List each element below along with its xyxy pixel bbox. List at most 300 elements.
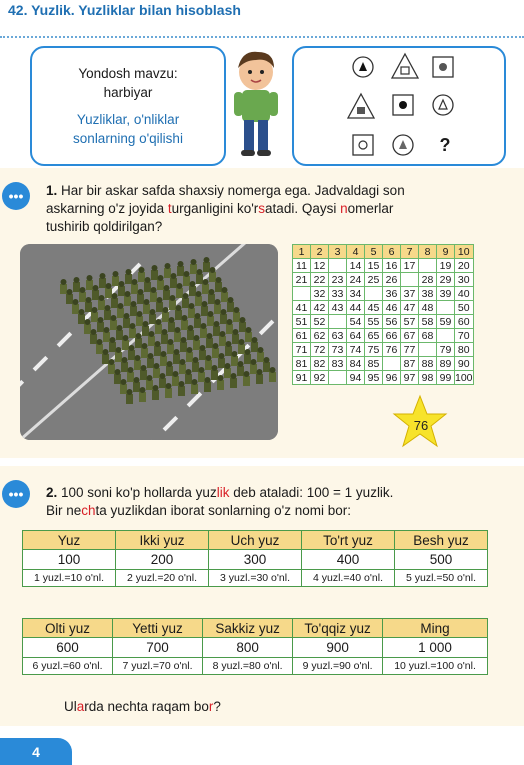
grid-cell-missing	[419, 343, 437, 357]
conversion-note-cell: 8 yuzl.=80 o'nl.	[203, 658, 293, 675]
soldier-figure	[220, 309, 227, 324]
conversion-note-cell: 6 yuzl.=60 o'nl.	[23, 658, 113, 675]
circle-triangle-gray-icon	[392, 134, 414, 156]
hundreds-table-2	[22, 618, 488, 675]
grid-cell: 44	[347, 301, 365, 315]
soldier-figure	[196, 269, 203, 284]
conversion-note-cell: 10 yuzl.=100 o'nl.	[383, 658, 488, 675]
soldier-figure	[188, 303, 195, 318]
soldier-figure	[122, 335, 129, 350]
circle-triangle-icon	[352, 56, 374, 78]
grid-cell: 68	[419, 329, 437, 343]
number-value-cell: 300	[209, 550, 302, 570]
grid-cell: 32	[311, 287, 329, 301]
grid-cell: 62	[311, 329, 329, 343]
soldier-figure	[202, 279, 209, 294]
number-value-cell: 500	[395, 550, 488, 570]
task1-line2a: askarning o'z joyida	[46, 201, 168, 216]
grid-cell: 84	[347, 357, 365, 371]
soldier-figure	[227, 297, 234, 312]
puzzle-question-mark: ?	[439, 134, 451, 155]
grid-cell: 47	[401, 301, 419, 315]
triangle-square-icon	[390, 52, 420, 80]
grid-cell: 15	[365, 259, 383, 273]
page-number: 4	[0, 738, 72, 765]
number-name-cell: Ming	[383, 619, 488, 638]
grid-cell: 76	[383, 343, 401, 357]
grid-row	[293, 357, 474, 371]
grid-cell: 14	[347, 259, 365, 273]
topic-bubble	[30, 46, 226, 166]
grid-cell-missing	[383, 357, 401, 371]
soldier-figure	[212, 343, 219, 358]
grid-cell-missing	[437, 329, 455, 343]
chat-icon: •••	[2, 182, 30, 210]
task1-red-letter: n	[340, 201, 348, 216]
soldier-figure	[125, 269, 132, 284]
question-red-letter: r	[208, 699, 214, 714]
grid-cell: 70	[455, 329, 474, 343]
soldier-figure	[96, 339, 103, 354]
soldier-figure	[84, 319, 91, 334]
grid-cell: 61	[293, 329, 311, 343]
grid-cell: 87	[401, 357, 419, 371]
soldier-figure	[198, 367, 205, 382]
chat-icon: •••	[2, 480, 30, 508]
soldier-figure	[148, 331, 155, 346]
soldier-figure	[140, 365, 147, 380]
grid-cell: 33	[329, 287, 347, 301]
number-name-cell: Besh yuz	[395, 531, 488, 550]
soldier-figure	[206, 333, 213, 348]
conversion-note-cell: 5 yuzl.=50 o'nl.	[395, 570, 488, 587]
grid-cell: 82	[311, 357, 329, 371]
soldier-figure	[200, 323, 207, 338]
grid-cell: 66	[383, 329, 401, 343]
soldier-figure	[173, 349, 180, 364]
grid-cell: 11	[293, 259, 311, 273]
soldier-figure	[103, 327, 110, 342]
soldier-figure	[97, 317, 104, 332]
topic-name: harbiyar	[103, 85, 153, 100]
soldier-figure	[163, 285, 170, 300]
soldier-figure	[251, 337, 258, 352]
soldier-figure	[133, 377, 140, 392]
grid-cell: 19	[437, 259, 455, 273]
soldier-figure	[172, 371, 179, 386]
soldier-figure	[211, 365, 218, 380]
task1-red-letter: t	[167, 201, 172, 216]
star-value: 76	[413, 418, 429, 433]
grid-cell-missing	[329, 371, 347, 385]
soldier-figure	[126, 389, 133, 404]
soldier-figure	[139, 387, 146, 402]
grid-cell-missing	[437, 301, 455, 315]
square-circle-icon	[432, 56, 454, 78]
soldier-figure	[117, 303, 124, 318]
conversion-note-cell: 3 yuzl.=30 o'nl.	[209, 570, 302, 587]
grid-cell: 24	[347, 273, 365, 287]
soldier-figure	[102, 349, 109, 364]
soldier-figure	[178, 381, 185, 396]
grid-cell: 34	[347, 287, 365, 301]
soldier-figure	[137, 289, 144, 304]
soldier-figure	[174, 327, 181, 342]
grid-cell: 42	[311, 301, 329, 315]
table-row	[23, 619, 488, 638]
soldier-figure	[131, 279, 138, 294]
lesson-topic-line2: sonlarning o'qilishi	[73, 131, 183, 146]
grid-cell: 74	[347, 343, 365, 357]
soldier-figure	[99, 273, 106, 288]
soldier-figure	[207, 311, 214, 326]
soldier-figure	[263, 357, 270, 372]
soldier-figure	[110, 315, 117, 330]
soldier-figure	[141, 343, 148, 358]
soldier-figure	[190, 259, 197, 274]
square-dot-icon	[392, 94, 414, 116]
task2-text	[46, 484, 516, 520]
grid-cell: 65	[365, 329, 383, 343]
grid-cell-missing	[293, 287, 311, 301]
soldier-figure	[66, 289, 73, 304]
soldier-figure	[155, 319, 162, 334]
soldier-figure	[193, 335, 200, 350]
grid-cell: 88	[419, 357, 437, 371]
soldier-figure	[86, 275, 93, 290]
soldier-figure	[203, 257, 210, 272]
grid-row	[293, 343, 474, 357]
soldier-figure	[98, 295, 105, 310]
number-name-cell: To'rt yuz	[302, 531, 395, 550]
grid-cell: 67	[401, 329, 419, 343]
soldier-figure	[199, 345, 206, 360]
soldier-figure	[217, 375, 224, 390]
soldier-figure	[90, 329, 97, 344]
soldier-figure	[121, 357, 128, 372]
table-row	[23, 550, 488, 570]
soldier-figure	[154, 341, 161, 356]
number-name-cell: Yuz	[23, 531, 116, 550]
number-value-cell: 600	[23, 638, 113, 658]
soldier-figure	[72, 299, 79, 314]
soldier-figure	[244, 349, 251, 364]
grid-cell: 8	[419, 245, 437, 259]
grid-row	[293, 371, 474, 385]
soldier-figure	[138, 267, 145, 282]
grid-cell: 12	[311, 259, 329, 273]
grid-cell: 5	[365, 245, 383, 259]
topic-label: Yondosh mavzu:	[78, 66, 178, 81]
grid-cell: 60	[455, 315, 474, 329]
soldier-figure	[194, 313, 201, 328]
soldier-figure	[85, 297, 92, 312]
soldier-figure	[189, 281, 196, 296]
soldier-figure	[169, 295, 176, 310]
grid-cell: 41	[293, 301, 311, 315]
soldier-figure	[181, 315, 188, 330]
soldier-figure	[219, 331, 226, 346]
grid-cell: 36	[383, 287, 401, 301]
grid-cell: 25	[365, 273, 383, 287]
soldier-figure	[120, 379, 127, 394]
final-question	[64, 698, 221, 716]
grid-cell: 38	[419, 287, 437, 301]
triangle-square-filled-icon	[346, 92, 376, 120]
grid-cell: 92	[311, 371, 329, 385]
table-row	[23, 531, 488, 550]
grid-row	[293, 287, 474, 301]
soldier-figure	[269, 367, 276, 382]
number-value-cell: 200	[116, 550, 209, 570]
grid-row	[293, 273, 474, 287]
soldier-figure	[105, 283, 112, 298]
question-part: rda nechta raqam bo	[84, 699, 209, 714]
grid-cell: 9	[437, 245, 455, 259]
grid-cell-missing	[365, 287, 383, 301]
grid-cell: 29	[437, 273, 455, 287]
soldier-figure	[143, 299, 150, 314]
hundreds-table-1	[22, 530, 488, 587]
task1-line2c: atadi. Qaysi	[265, 201, 341, 216]
grid-cell: 21	[293, 273, 311, 287]
soldier-figure	[214, 299, 221, 314]
grid-cell: 48	[419, 301, 437, 315]
soldier-figure	[146, 375, 153, 390]
grid-cell: 75	[365, 343, 383, 357]
grid-cell: 26	[383, 273, 401, 287]
grid-cell: 90	[455, 357, 474, 371]
soldier-figure	[176, 283, 183, 298]
soldier-figure	[165, 383, 172, 398]
grid-cell: 6	[383, 245, 401, 259]
soldier-figure	[225, 341, 232, 356]
grid-cell: 99	[437, 371, 455, 385]
soldier-figure	[218, 353, 225, 368]
soldier-figure	[256, 369, 263, 384]
grid-cell: 40	[455, 287, 474, 301]
soldier-figure	[150, 287, 157, 302]
grid-cell: 39	[437, 287, 455, 301]
soldier-figure	[157, 275, 164, 290]
grid-cell: 51	[293, 315, 311, 329]
soldier-figure	[231, 351, 238, 366]
task1-line3: tushirib qoldirilgan?	[46, 219, 163, 234]
grid-cell: 94	[347, 371, 365, 385]
soldier-figure	[186, 347, 193, 362]
soldier-figure	[195, 291, 202, 306]
grid-cell: 30	[455, 273, 474, 287]
soldier-figure	[136, 311, 143, 326]
soldier-figure	[164, 263, 171, 278]
table-row	[23, 638, 488, 658]
grid-cell: 77	[401, 343, 419, 357]
grid-cell: 10	[455, 245, 474, 259]
soldier-figure	[60, 279, 67, 294]
soldier-figure	[123, 313, 130, 328]
grid-cell-missing	[329, 259, 347, 273]
soldier-figure	[109, 337, 116, 352]
soldier-figure	[118, 281, 125, 296]
number-name-cell: Ikki yuz	[116, 531, 209, 550]
soldier-figure	[179, 359, 186, 374]
question-red-letter: a	[76, 699, 85, 714]
grid-cell: 7	[401, 245, 419, 259]
grid-cell: 91	[293, 371, 311, 385]
soldier-figure	[134, 355, 141, 370]
number-name-cell: Olti yuz	[23, 619, 113, 638]
grid-cell: 52	[311, 315, 329, 329]
task1-text	[46, 182, 516, 236]
grid-row	[293, 301, 474, 315]
grid-cell: 72	[311, 343, 329, 357]
soldier-figure	[175, 305, 182, 320]
task2-number: 2.	[46, 485, 58, 500]
soldier-figure	[114, 369, 121, 384]
soldier-figure	[170, 273, 177, 288]
soldier-figure	[111, 293, 118, 308]
square-circle-outline-icon	[352, 134, 374, 156]
soldier-figure	[160, 351, 167, 366]
task1-line2b: urganligini ko'r	[171, 201, 259, 216]
conversion-note-cell: 4 yuzl.=40 o'nl.	[302, 570, 395, 587]
task2-red-text: ch	[81, 503, 96, 518]
task1-number: 1.	[46, 183, 58, 198]
soldier-figure	[161, 329, 168, 344]
soldier-figure	[182, 293, 189, 308]
soldier-figure	[226, 319, 233, 334]
task2-line1a: 100 soni ko'p hollarda yuz	[57, 485, 217, 500]
grid-cell: 28	[419, 273, 437, 287]
grid-cell: 22	[311, 273, 329, 287]
grid-cell: 56	[383, 315, 401, 329]
soldier-figure	[124, 291, 131, 306]
soldier-figure	[128, 345, 135, 360]
grid-cell: 85	[365, 357, 383, 371]
soldier-figure	[204, 377, 211, 392]
shape-puzzle	[292, 46, 506, 166]
number-name-cell: Yetti yuz	[113, 619, 203, 638]
soldier-figure	[168, 317, 175, 332]
grid-cell: 54	[347, 315, 365, 329]
soldier-figure	[153, 363, 160, 378]
soldier-figure	[79, 287, 86, 302]
table-row	[23, 658, 488, 675]
soldier-figure	[104, 305, 111, 320]
soldier-figure	[92, 285, 99, 300]
number-value-cell: 1 000	[383, 638, 488, 658]
page-title: 42. Yuzlik. Yuzliklar bilan hisoblash	[8, 2, 241, 18]
task2-line1b: deb ataladi: 100 = 1 yuzlik.	[229, 485, 394, 500]
grid-cell: 16	[383, 259, 401, 273]
conversion-note-cell: 1 yuzl.=10 o'nl.	[23, 570, 116, 587]
soldier-figure	[187, 325, 194, 340]
number-value-cell: 400	[302, 550, 395, 570]
number-name-cell: To'qqiz yuz	[293, 619, 383, 638]
soldier-figure	[208, 289, 215, 304]
grid-cell: 79	[437, 343, 455, 357]
grid-cell: 89	[437, 357, 455, 371]
soldier-figure	[232, 329, 239, 344]
grid-cell: 57	[401, 315, 419, 329]
grid-cell: 59	[437, 315, 455, 329]
grid-cell: 97	[401, 371, 419, 385]
grid-cell: 58	[419, 315, 437, 329]
question-part: Ul	[64, 699, 77, 714]
grid-cell: 80	[455, 343, 474, 357]
number-value-cell: 700	[113, 638, 203, 658]
soldier-figure	[213, 321, 220, 336]
soldier-figure	[192, 357, 199, 372]
soldier-figure	[205, 355, 212, 370]
soldier-figure	[112, 271, 119, 286]
conversion-note-cell: 9 yuzl.=90 o'nl.	[293, 658, 383, 675]
grid-row	[293, 245, 474, 259]
soldier-figure	[108, 359, 115, 374]
conversion-note-cell: 7 yuzl.=70 o'nl.	[113, 658, 203, 675]
grid-cell: 50	[455, 301, 474, 315]
circle-triangle-outline-icon	[432, 94, 454, 116]
soldier-figure	[209, 267, 216, 282]
star-badge	[392, 394, 448, 450]
grid-cell: 4	[347, 245, 365, 259]
number-name-cell: Sakkiz yuz	[203, 619, 293, 638]
soldier-figure	[245, 327, 252, 342]
grid-cell: 20	[455, 259, 474, 273]
grid-cell: 37	[401, 287, 419, 301]
soldier-figure	[201, 301, 208, 316]
soldiers-photo	[20, 244, 278, 440]
lesson-topic-line1: Yuzliklar, o'nliklar	[76, 112, 180, 127]
soldier-figure	[243, 371, 250, 386]
grid-cell: 46	[383, 301, 401, 315]
grid-cell: 55	[365, 315, 383, 329]
task2-red-text: lik	[216, 485, 230, 500]
soldier-figure	[142, 321, 149, 336]
soldier-figure	[191, 379, 198, 394]
soldier-figure	[149, 309, 156, 324]
grid-row	[293, 315, 474, 329]
soldier-figure	[151, 265, 158, 280]
soldier-figure	[127, 367, 134, 382]
soldier-figure	[129, 323, 136, 338]
soldier-figure	[221, 287, 228, 302]
grid-cell: 98	[419, 371, 437, 385]
grid-cell: 83	[329, 357, 347, 371]
boy-illustration	[228, 48, 284, 160]
soldier-figure	[224, 363, 231, 378]
task2-line2a: Bir ne	[46, 503, 82, 518]
grid-cell: 95	[365, 371, 383, 385]
number-value-cell: 900	[293, 638, 383, 658]
grid-cell: 1	[293, 245, 311, 259]
soldier-figure	[177, 261, 184, 276]
task1-line2d: omerlar	[347, 201, 394, 216]
grid-cell: 17	[401, 259, 419, 273]
soldier-figure	[115, 347, 122, 362]
soldier-figure	[239, 317, 246, 332]
soldier-figure	[166, 361, 173, 376]
question-part: ?	[213, 699, 221, 714]
number-name-cell: Uch yuz	[209, 531, 302, 550]
soldier-figure	[233, 307, 240, 322]
soldier-figure	[230, 373, 237, 388]
soldier-figure	[215, 277, 222, 292]
soldier-figure	[156, 297, 163, 312]
soldier-figure	[185, 369, 192, 384]
table-row	[23, 570, 488, 587]
soldier-figure	[73, 277, 80, 292]
